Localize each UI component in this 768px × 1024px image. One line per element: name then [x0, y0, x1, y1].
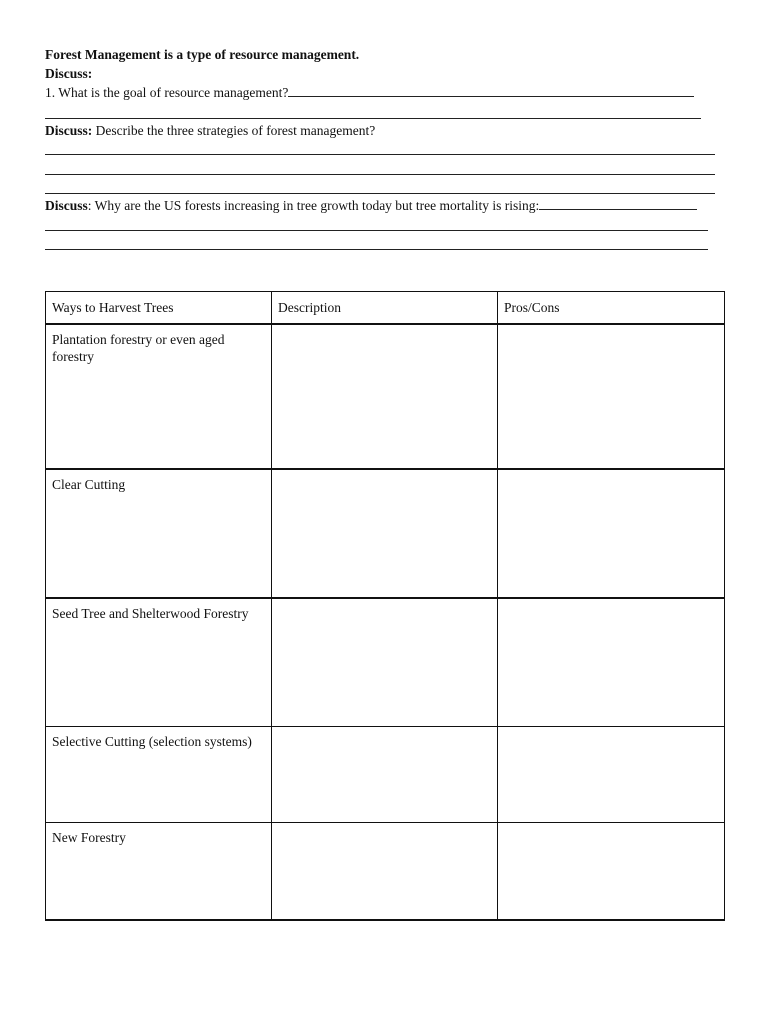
- method-cell: Selective Cutting (selection systems): [46, 727, 272, 823]
- question-1: [45, 85, 694, 101]
- question-3: [45, 198, 697, 214]
- question-3-label: Discuss: [45, 198, 88, 213]
- question-3-text: : Why are the US forests increasing in tree growth today but tree mortality is rising:: [87, 198, 540, 213]
- table-header-row: [46, 292, 725, 324]
- pros-cons-cell[interactable]: [498, 727, 725, 823]
- harvest-methods-table: [45, 291, 725, 921]
- method-cell: Plantation forestry or even aged forestry: [46, 324, 272, 469]
- answer-line[interactable]: [45, 230, 708, 231]
- question-2-text: Describe the three strategies of forest management?: [92, 123, 376, 138]
- column-header-ways: Ways to Harvest Trees: [46, 292, 272, 324]
- method-cell: Seed Tree and Shelterwood Forestry: [46, 598, 272, 727]
- answer-line[interactable]: [45, 118, 701, 119]
- description-cell[interactable]: [272, 727, 498, 823]
- answer-line[interactable]: [45, 193, 715, 194]
- answer-blank[interactable]: [288, 85, 694, 97]
- method-cell: Clear Cutting: [46, 469, 272, 598]
- pros-cons-cell[interactable]: [498, 823, 725, 920]
- description-cell[interactable]: [272, 823, 498, 920]
- pros-cons-cell[interactable]: [498, 469, 725, 598]
- table-row: [46, 823, 725, 920]
- pros-cons-cell[interactable]: [498, 598, 725, 727]
- answer-line[interactable]: [45, 249, 708, 250]
- table-row: [46, 727, 725, 823]
- description-cell[interactable]: [272, 324, 498, 469]
- question-1-text: 1. What is the goal of resource management?: [45, 85, 289, 100]
- method-cell: New Forestry: [46, 823, 272, 920]
- table-row: [46, 324, 725, 469]
- answer-blank[interactable]: [539, 198, 697, 210]
- table-row: [46, 469, 725, 598]
- answer-line[interactable]: [45, 154, 715, 155]
- table-row: [46, 598, 725, 727]
- pros-cons-cell[interactable]: [498, 324, 725, 469]
- description-cell[interactable]: [272, 598, 498, 727]
- discuss-label: Discuss:: [45, 66, 93, 81]
- answer-line[interactable]: [45, 174, 715, 175]
- column-header-pros-cons: Pros/Cons: [498, 292, 725, 324]
- question-2-label: Discuss:: [45, 123, 93, 138]
- description-cell[interactable]: [272, 469, 498, 598]
- worksheet-title: Forest Management is a type of resource management.: [45, 47, 360, 62]
- column-header-description: Description: [272, 292, 498, 324]
- question-2: [45, 123, 375, 139]
